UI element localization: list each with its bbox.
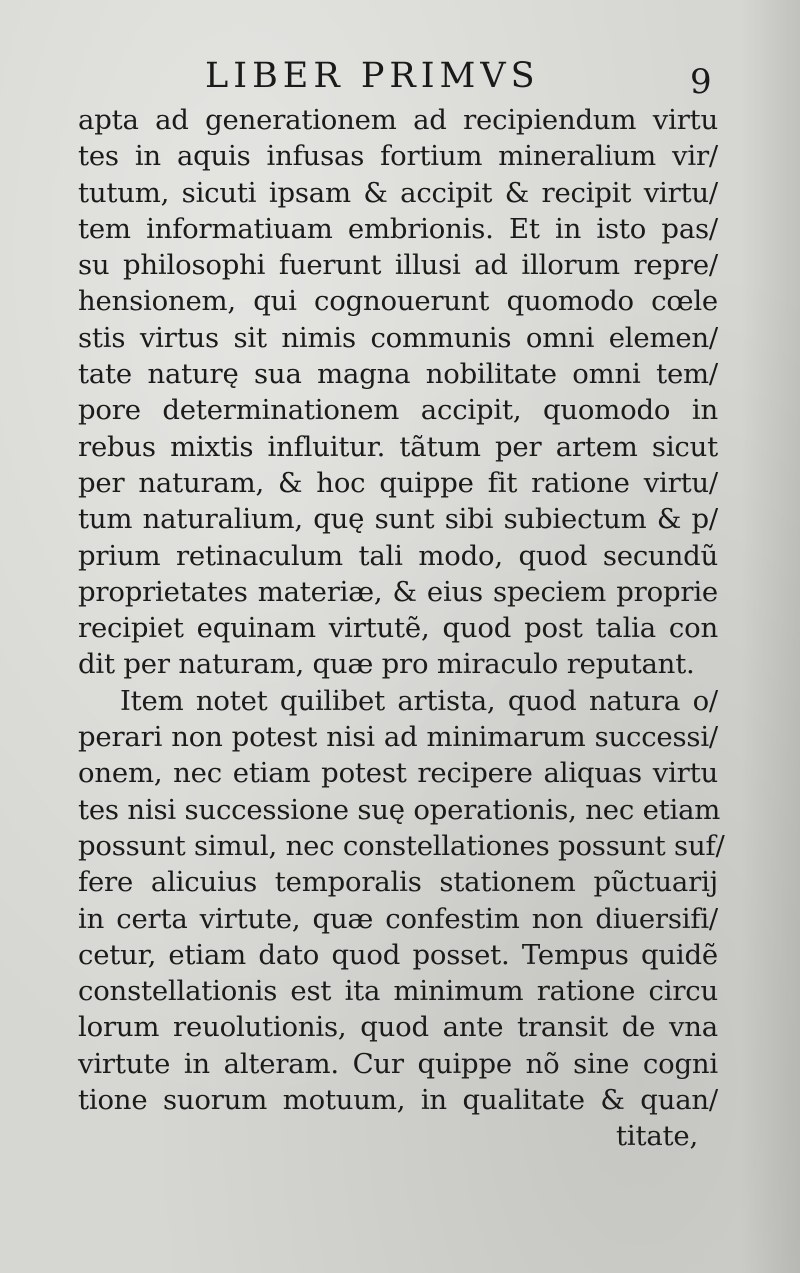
catchword: titate, [616,1120,698,1153]
text-block [78,102,725,1155]
text-line: tem informatiuam embrionis. Et in isto pas/ [78,212,718,245]
text-line: possunt simul, nec constellationes possunt suf/ [78,829,725,862]
page-number: 9 [690,62,712,102]
text-line: in certa virtute, quæ confestim non diuersifi/ [78,902,718,935]
text-line: tutum, sicuti ipsam & accipit & recipit virtu/ [78,176,718,209]
text-line: constellationis est ita minimum ratione circu [78,975,718,1008]
text-line: onem, nec etiam potest recipere aliquas virtu [78,757,718,790]
text-line: tes in aquis infusas fortium mineralium vir/ [78,140,718,173]
text-line: rebus mixtis influitur. tãtum per artem sicut [78,430,718,463]
text-line: per naturam, & hoc quippe fit ratione virtu/ [78,466,718,499]
text-line: tes nisi successione suę operationis, nec etiam [78,793,721,826]
text-line: stis virtus sit nimis communis omni elemen/ [78,321,718,354]
text-line: apta ad generationem ad recipiendum virtu [78,104,718,136]
text-line: lorum reuolutionis, quod ante transit de vna [78,1011,718,1044]
text-line: perari non potest nisi ad minimarum successi/ [78,721,718,754]
paragraph-start-line: Item notet quilibet artista, quod natura o/ [120,684,718,717]
text-line: hensionem, qui cognouerunt quomodo cœle [78,285,718,318]
text-line: proprietates materiæ, & eius speciem proprie [78,575,718,608]
text-line: recipiet equinam virtutẽ, quod post talia con [78,612,718,645]
text-line: fere alicuius temporalis stationem pũctuarij [78,866,718,899]
show-through-ghost-text [560,38,780,78]
text-line: cetur, etiam dato quod posset. Tempus quidẽ [78,938,718,971]
text-line: su philosophi fuerunt illusi ad illorum repre/ [78,249,718,282]
text-line: pore determinationem accipit, quomodo in [78,394,718,427]
paragraph-end-line: dit per naturam, quæ pro miraculo reputant. [78,648,695,681]
text-line: prium retinaculum tali modo, quod secundũ [78,539,718,572]
running-head: LIBER PRIMVS [205,56,540,96]
text-line: tum naturalium, quę sunt sibi subiectum & p/ [78,503,718,536]
text-line: tione suorum motuum, in qualitate & quan/ [78,1084,718,1117]
text-line: tate naturę sua magna nobilitate omni tem/ [78,358,718,391]
page-edge-shadow [740,0,800,1273]
text-line: virtute in alteram. Cur quippe nõ sine cogni [78,1047,718,1080]
